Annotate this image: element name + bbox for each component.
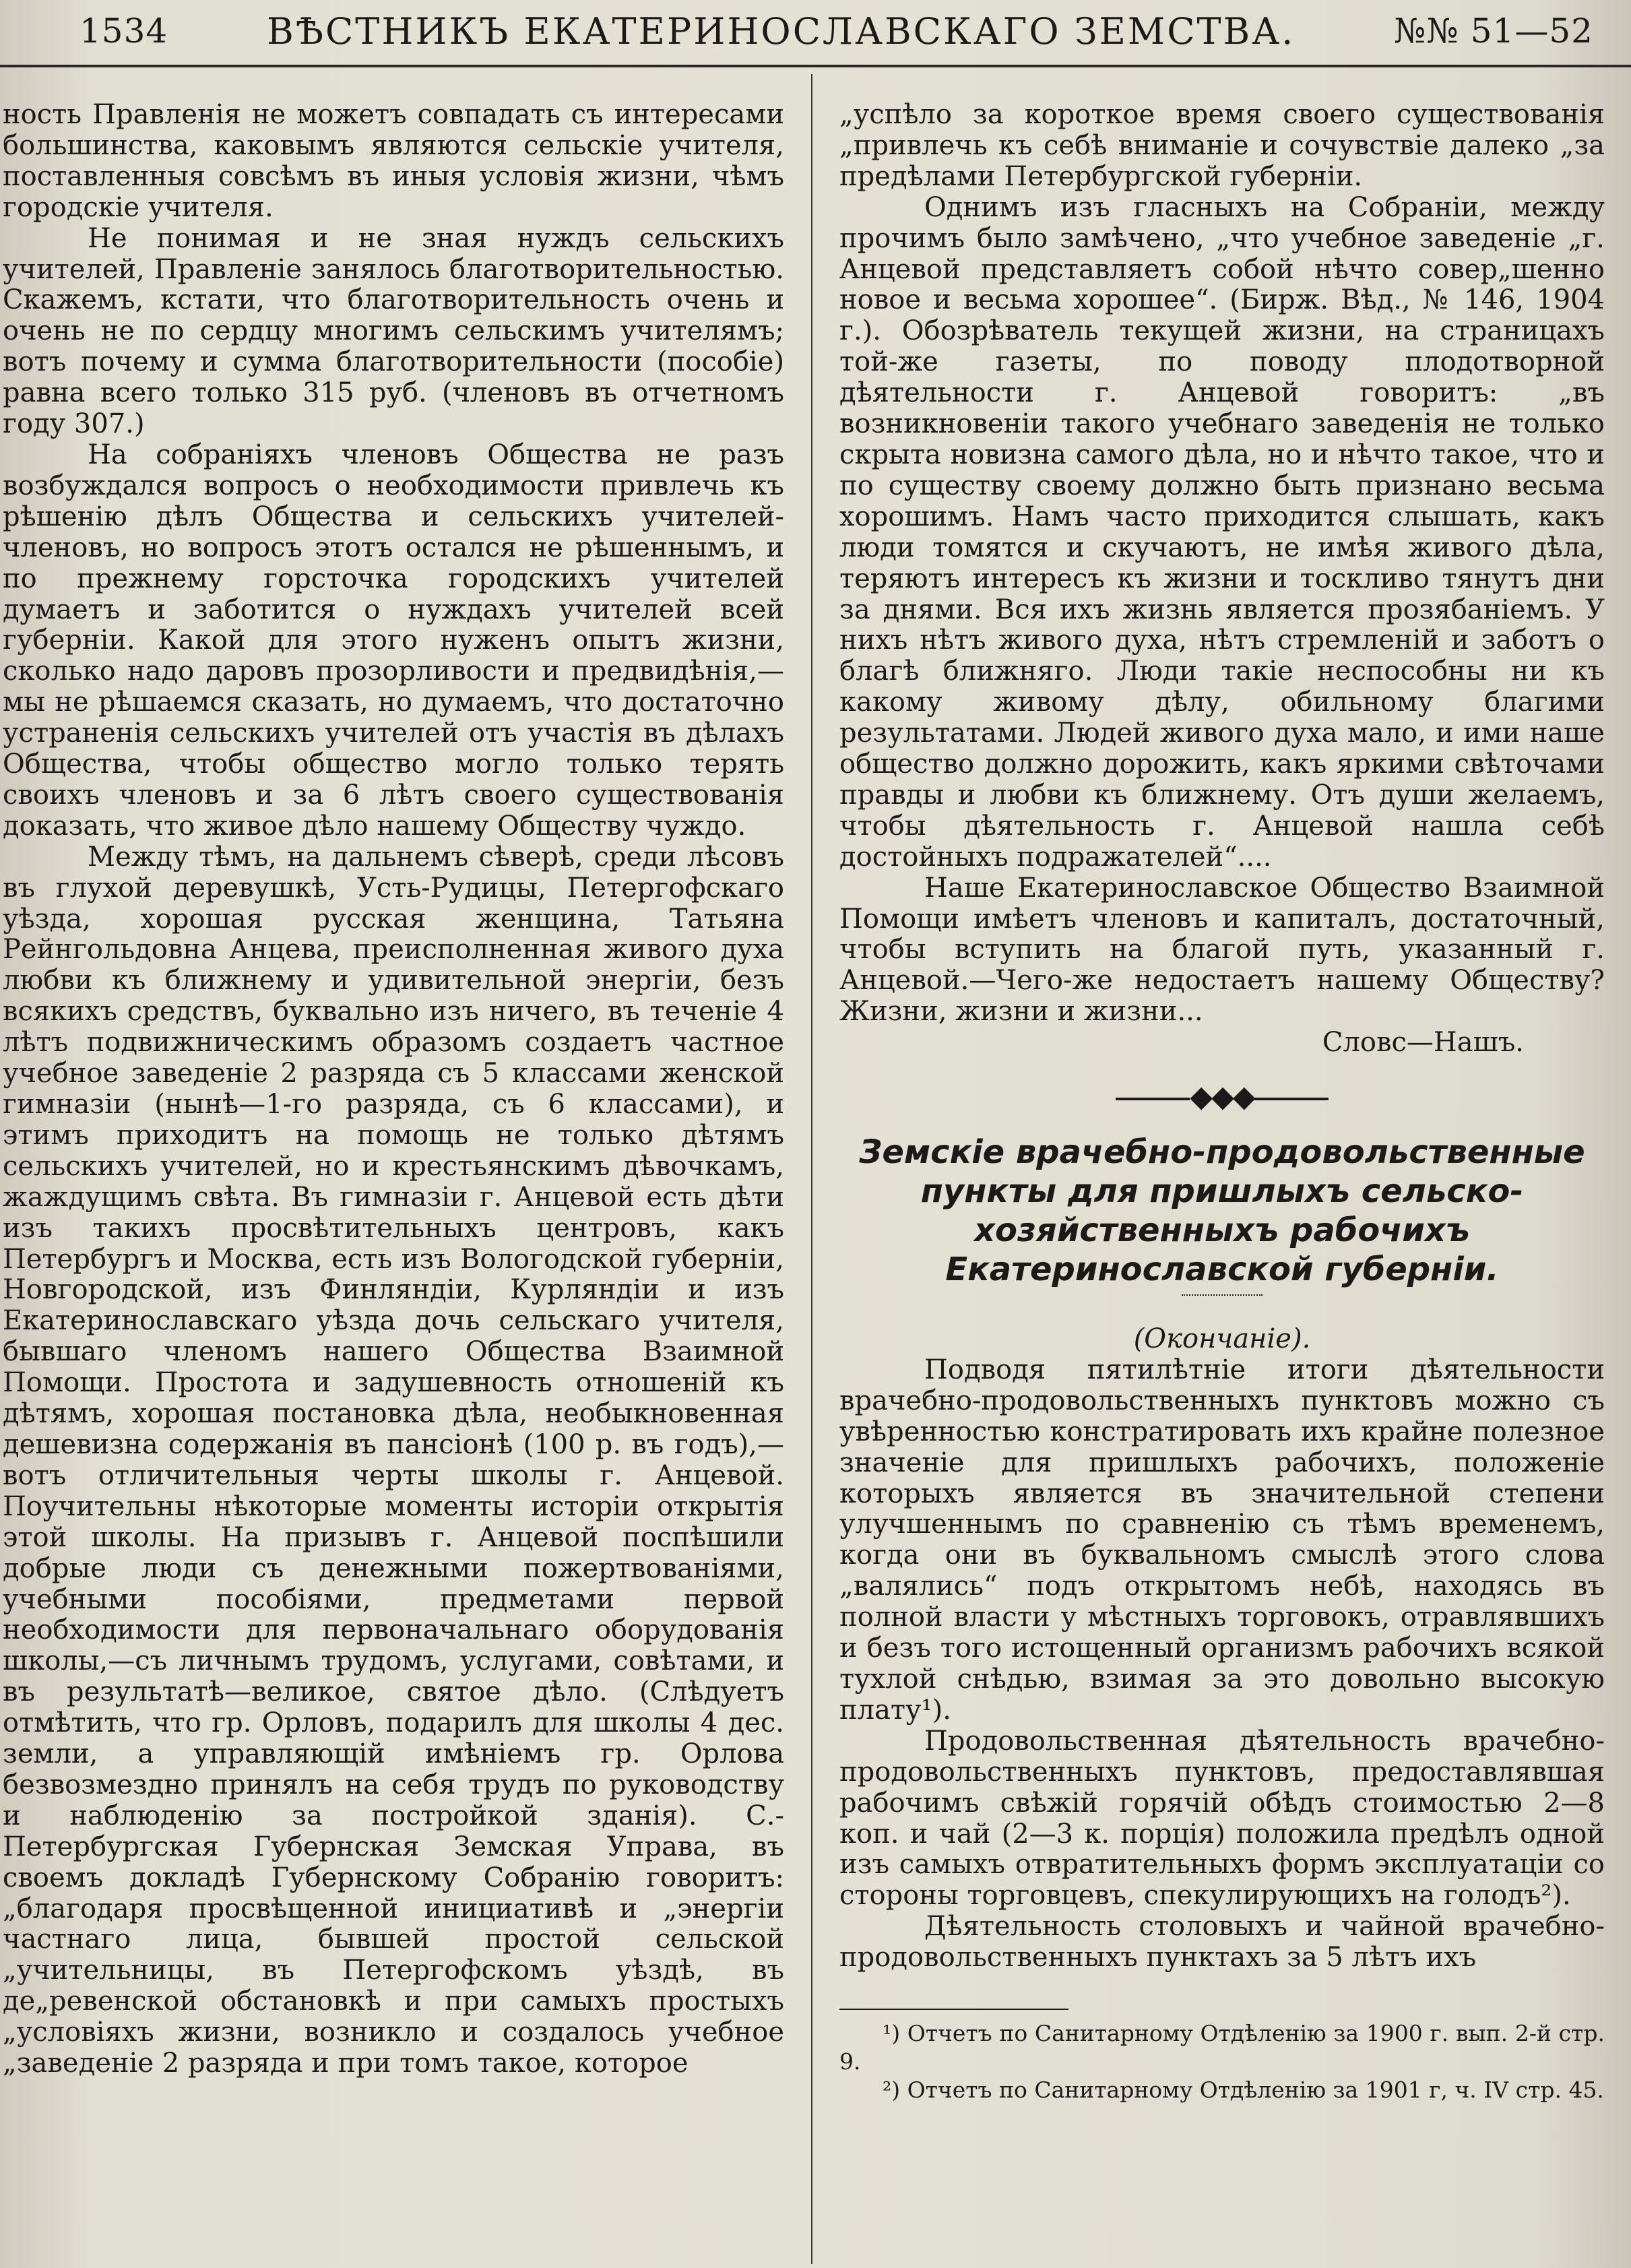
section-subtitle: (Окончаніе).: [1133, 1323, 1311, 1354]
section-ornament: ◆◆◆: [839, 1081, 1605, 1112]
paragraph: Дѣятельность столовыхъ и чайной врачебно-продовольственныхъ пунктахъ за 5 лѣтъ ихъ: [839, 1911, 1605, 1974]
header-rule: [0, 65, 1631, 67]
left-column: [0, 100, 794, 2079]
paragraph: ность Правленія не можетъ совпадать съ интересами большинства, каковымъ являются сельскіе учителя, поставленныя совсѣмъ въ иныя условія жизни, чѣмъ городскіе учителя.: [3, 99, 784, 223]
issue-number: №№ 51—52: [1394, 11, 1593, 51]
paragraph: Наше Екатеринославское Общество Взаимной Помощи имѣетъ членовъ и капиталъ, достаточный, чтобы вступить на благой путь, указанный г. Анцевой.—Чего-же недостаетъ нашему Обществу? Жизни, жизни и жизни...: [839, 872, 1605, 1028]
paragraph: На собраніяхъ членовъ Общества не разъ возбуждался вопросъ о необходимости привлечь къ рѣшенію дѣлъ Общества и сельскихъ учителей-членовъ, но вопросъ этотъ остался не рѣшеннымъ, и по прежнему горсточка городскихъ учителей думаетъ и заботится о нуждахъ учителей всей губерніи. Какой для этого нуженъ опытъ жизни, сколько надо даровъ прозорливости и предвидѣнія,—мы не рѣшаемся сказать, но думаемъ, что достаточно устраненія сельскихъ учителей отъ участія въ дѣлахъ Общества, чтобы общество могло только терять своихъ членовъ и за 6 лѣтъ своего существованія доказать, что живое дѣло нашему Обществу чуждо.: [3, 439, 784, 842]
page-header: [0, 0, 1631, 62]
footnotes: [839, 2009, 1605, 2104]
right-column: [839, 100, 1605, 2104]
section-title: Земскіе врачебно-продовольственные пункты для пришлыхъ сельско-хозяйственныхъ рабочихъ Екатеринославской губерніи.: [859, 1133, 1585, 1288]
paragraph: Не понимая и не зная нуждъ сельскихъ учителей, Правленіе занялось благотворительностью. Скажемъ, кстати, что благотворительность очень и очень не по сердцу многимъ сельскимъ учителямъ; вотъ почему и сумма благотворительности (пособіе) равна всего только 315 руб. (членовъ въ отчетномъ году 307.): [3, 222, 784, 440]
paragraph: Между тѣмъ, на дальнемъ сѣверѣ, среди лѣсовъ въ глухой деревушкѣ, Усть-Рудицы, Петергофскаго уѣзда, хорошая русская женщина, Татьяна Рейнгольдовна Анцева, преисполненная живого духа любви къ ближнему и удивительной энергіи, безъ всякихъ средствъ, буквально изъ ничего, въ теченіе 4 лѣтъ подвижническимъ образомъ создаетъ частное учебное заведеніе 2 разряда съ 5 классами женской гимназіи (нынѣ—1-го разряда, съ 6 классами), и этимъ приходитъ на помощь не только дѣтямъ сельскихъ учителей, но и крестьянскимъ дѣвочкамъ, жаждущимъ свѣта. Въ гимназіи г. Анцевой есть дѣти изъ такихъ просвѣтительныхъ центровъ, какъ Петербургъ и Москва, есть изъ Вологодской губерніи, Новгородской, изъ Финляндіи, Курляндіи и изъ Екатеринославскаго уѣзда дочь сельскаго учителя, бывшаго членомъ нашего Общества Взаимной Помощи. Простота и задушевность отношеній къ дѣтямъ, хорошая постановка дѣла, необыкновенная дешевизна содержанія въ пансіонѣ (100 р. въ годъ),—вотъ отличительныя черты школы г. Анцевой. Поучительны нѣкоторые моменты исторіи открытія этой школы. На призывъ г. Анцевой поспѣшили добрые люди съ денежными пожертвованіями, учебными пособіями, предметами первой необходимости для первоначальнаго оборудованія школы,—съ личнымъ трудомъ, услугами, совѣтами, и въ результатѣ—великое, святое дѣло. (Слѣдуетъ отмѣтить, что гр. Орловъ, подарилъ для школы 4 дес. земли, а управляющій имѣніемъ гр. Орлова безвозмездно принялъ на себя трудъ по руководству и наблюденію за постройкой зданія). С.-Петербургская Губернская Земская Управа, въ своемъ докладѣ Губернскому Собранію говоритъ: „благодаря просвѣщенной инициативѣ и „энергіи частнаго лица, бывшей простой сельской „учительницы, въ Петергофскомъ уѣздѣ, въ де„ревенской обстановкѣ и при самыхъ простыхъ „условіяхъ жизни, возникло и создалось учебное „заведеніе 2 разряда и при томъ такое, которое: [3, 841, 784, 2079]
author-signature: Словс—Нашъ.: [1322, 1027, 1524, 1059]
publication-title: ВѢСТНИКЪ ЕКАТЕРИНОСЛАВСКАГО ЗЕМСТВА.: [267, 9, 1296, 53]
paragraph: Подводя пятилѣтніе итоги дѣятельности врачебно-продовольственныхъ пунктовъ можно съ увѣренностью констратировать ихъ крайне полезное значеніе для пришлыхъ рабочихъ, положеніе которыхъ является въ значительной степени улучшеннымъ по сравненію съ тѣмъ временемъ, когда они въ буквальномъ смыслѣ этого слова „валялись“ подъ открытомъ небѣ, находясь въ полной власти у мѣстныхъ торговокъ, отравлявшихъ и безъ того истощенный организмъ рабочихъ всякой тухлой снѣдью, взимая за это довольно высокую плату¹).: [839, 1354, 1605, 1726]
footnote: ²) Отчетъ по Санитарному Отдѣленію за 1901 г, ч. IV стр. 45.: [883, 2077, 1604, 2104]
paragraph: Продовольственная дѣятельность врачебно-продовольственныхъ пунктовъ, предоставлявшая рабочимъ свѣжій горячій обѣдъ стоимостью 2—8 коп. и чай (2—3 к. порція) положила предѣлъ одной изъ самыхъ отвратительныхъ формъ эксплуатаціи со стороны торговцевъ, спекулирующихъ на голодъ²).: [839, 1725, 1605, 1912]
page-number: 1534: [79, 11, 168, 51]
column-divider: [811, 74, 812, 2264]
footnote-rule: [839, 2009, 1068, 2010]
footnote: ¹) Отчетъ по Санитарному Отдѣленію за 1900 г. вып. 2-й стр. 9.: [839, 2020, 1605, 2075]
paragraph: „успѣло за короткое время своего существованія „привлечь къ себѣ вниманіе и сочувствіе далеко „за предѣлами Петербургской губерніи.: [839, 99, 1605, 192]
paragraph: Однимъ изъ гласныхъ на Собраніи, между прочимъ было замѣчено, „что учебное заведеніе „г. Анцевой представляетъ собой нѣчто совер„шенно новое и весьма хорошее“. (Бирж. Вѣд., № 146, 1904 г.). Обозрѣватель текущей жизни, на страницахъ той-же газеты, по поводу плодотворной дѣятельности г. Анцевой говоритъ: „въ возникновеніи такого учебнаго заведенія не только скрыта новизна самого дѣла, но и нѣчто такое, что и по существу своему должно быть признано весьма хорошимъ. Намъ часто приходится слышать, какъ люди томятся и скучаютъ, не имѣя живого дѣла, теряютъ интересъ къ жизни и тоскливо тянутъ дни за днями. Вся ихъ жизнь является прозябаніемъ. У нихъ нѣтъ живого духа, нѣтъ стремленій и заботъ о благѣ ближняго. Люди такіе неспособны ни къ какому живому дѣлу, обильному благими результатами. Людей живого духа мало, и ими наше общество должно дорожить, какъ яркими свѣточами правды и любви къ ближнему. Отъ души желаемъ, чтобы дѣятельность г. Анцевой нашла себѣ достойныхъ подражателей“....: [839, 191, 1605, 873]
title-rule: [1182, 1294, 1262, 1296]
